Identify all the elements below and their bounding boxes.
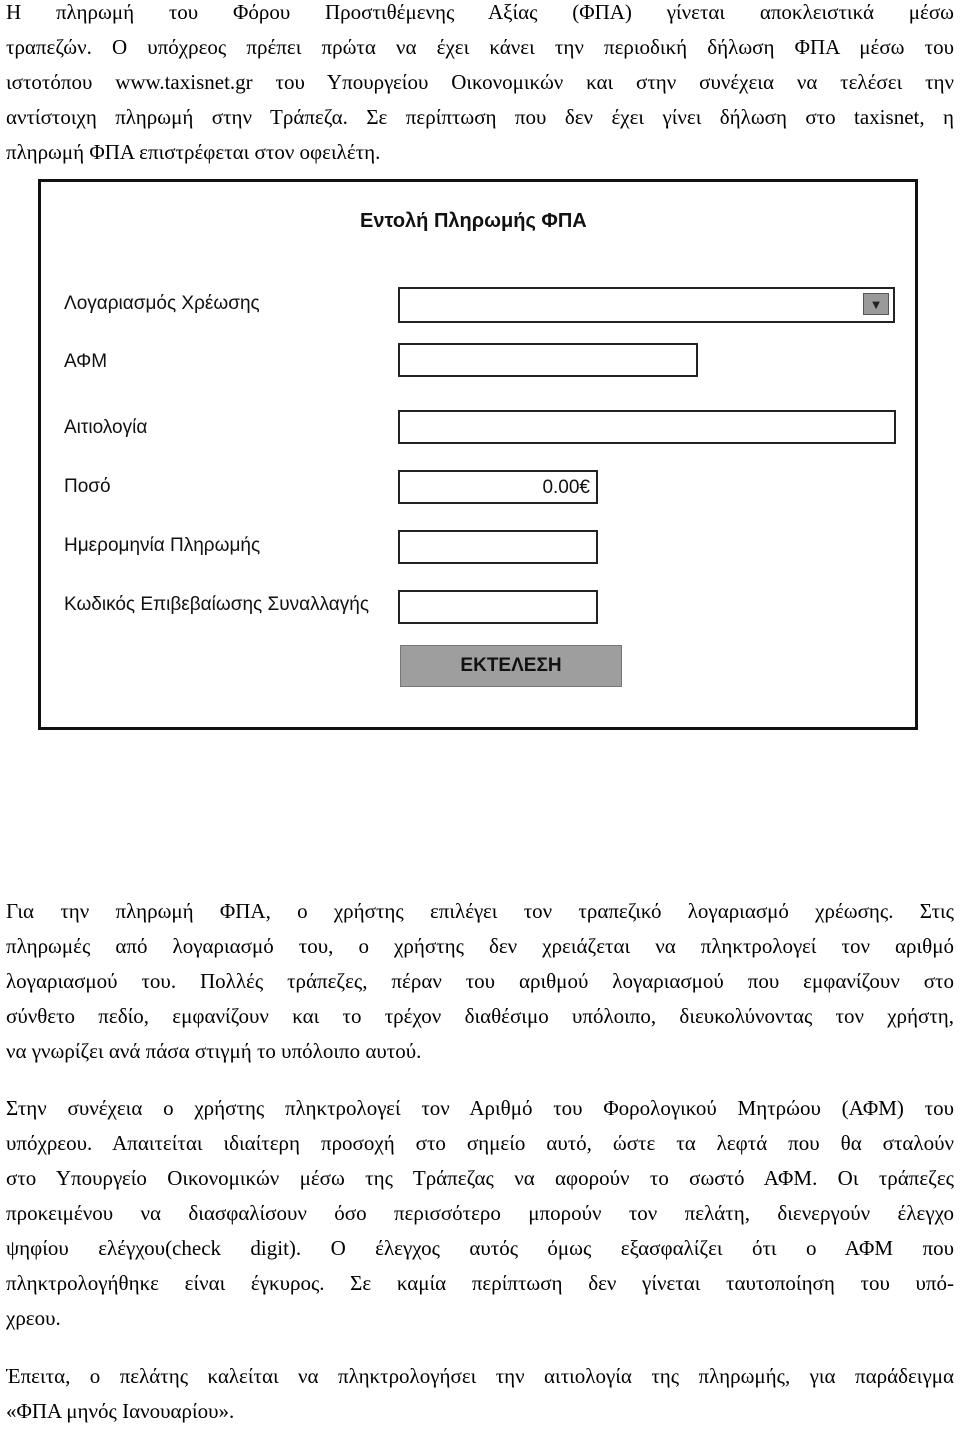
reason-label: Αιτιολογία	[64, 417, 148, 438]
amount-label: Ποσό	[64, 476, 111, 497]
body-line: να γνωρίζει ανά πάσα στιγμή το υπόλοιπο αυτού.	[6, 1039, 422, 1063]
intro-line: πληρωμή ΦΠΑ επιστρέφεται στον οφειλέτη.	[6, 140, 381, 164]
body-line: χρεου.	[6, 1306, 61, 1330]
intro-line: Η πληρωμή του Φόρου Προστιθέμενης Αξίας (ΦΠΑ) γίνεται αποκλειστικά μέσω	[6, 0, 954, 24]
intro-paragraph	[6, 0, 954, 170]
date-input[interactable]	[398, 530, 598, 564]
body-line: «ΦΠΑ μηνός Ιανουαρίου».	[6, 1399, 235, 1423]
body-paragraph-2	[6, 1091, 954, 1336]
body-line: Έπειτα, ο πελάτης καλείται να πληκτρολογήσει την αιτιολογία της πληρωμής, για παράδειγμα	[6, 1364, 954, 1388]
body-paragraph-1	[6, 894, 954, 1069]
body-paragraph-3	[6, 1359, 954, 1429]
execute-button[interactable]: ΕΚΤΕΛΕΣΗ	[400, 645, 622, 687]
account-select[interactable]	[398, 287, 895, 323]
body-line: πληρωμές από λογαριασμό του, ο χρήστης δεν χρειάζεται να πληκτρολογεί τον αριθμό	[6, 934, 954, 958]
amount-value: 0.00€	[542, 477, 590, 498]
body-line: Για την πληρωμή ΦΠΑ, ο χρήστης επιλέγει τον τραπεζικό λογαριασμό χρέωσης. Στις	[6, 899, 954, 923]
body-line: ψηφίου ελέγχου(check digit). Ο έλεγχος αυτός όμως εξασφαλίζει ότι ο ΑΦΜ που	[6, 1236, 954, 1260]
afm-input[interactable]	[398, 343, 698, 377]
afm-label: ΑΦΜ	[64, 351, 108, 372]
intro-line: αντίστοιχη πληρωμή στην Τράπεζα. Σε περίπτωση που δεν έχει γίνει δήλωση στο taxisnet, η	[6, 105, 954, 129]
reason-input[interactable]	[398, 410, 896, 444]
confirmation-code-input[interactable]	[398, 590, 598, 624]
amount-input[interactable]	[398, 470, 598, 504]
body-line: σύνθετο πεδίο, εμφανίζουν και το τρέχον διαθέσιμο υπόλοιπο, διευκολύνοντας τον χρήστη,	[6, 1004, 954, 1028]
body-line: λογαριασμού του. Πολλές τράπεζες, πέραν του αριθμού λογαριασμού που εμφανίζουν στο	[6, 969, 954, 993]
intro-line: ιστοτόπου www.taxisnet.gr του Υπουργείου Οικονομικών και στην συνέχεια να τελέσει την	[6, 70, 954, 94]
body-line: υπόχρεου. Απαιτείται ιδιαίτερη προσοχή στο σημείο αυτό, ώστε τα λεφτά που θα σταλούν	[6, 1131, 954, 1155]
body-line: στο Υπουργείο Οικονομικών μέσω της Τράπεζας να αφορούν το σωστό ΑΦΜ. Οι τράπεζες	[6, 1166, 954, 1190]
body-line: πληκτρολογήθηκε είναι έγκυρος. Σε καμία περίπτωση δεν γίνεται ταυτοποίηση του υπό-	[6, 1271, 954, 1295]
account-label: Λογαριασμός Χρέωσης	[64, 293, 260, 314]
intro-line: τραπεζών. Ο υπόχρεος πρέπει πρώτα να έχει κάνει την περιοδική δήλωση ΦΠΑ μέσω του	[6, 35, 954, 59]
code-label: Κωδικός Επιβεβαίωσης Συναλλαγής	[64, 594, 369, 615]
body-line: προκειμένου να διασφαλίσουν όσο περισσότερο μπορούν τον πελάτη, διενεργούν έλεγχο	[6, 1201, 954, 1225]
date-label: Ημερομηνία Πληρωμής	[64, 535, 261, 556]
body-line: Στην συνέχεια ο χρήστης πληκτρολογεί τον Αριθμό του Φορολογικού Μητρώου (ΑΦΜ) του	[6, 1096, 954, 1120]
form-title: Εντολή Πληρωμής ΦΠΑ	[360, 210, 587, 232]
chevron-down-icon[interactable]: ▼	[863, 293, 889, 315]
